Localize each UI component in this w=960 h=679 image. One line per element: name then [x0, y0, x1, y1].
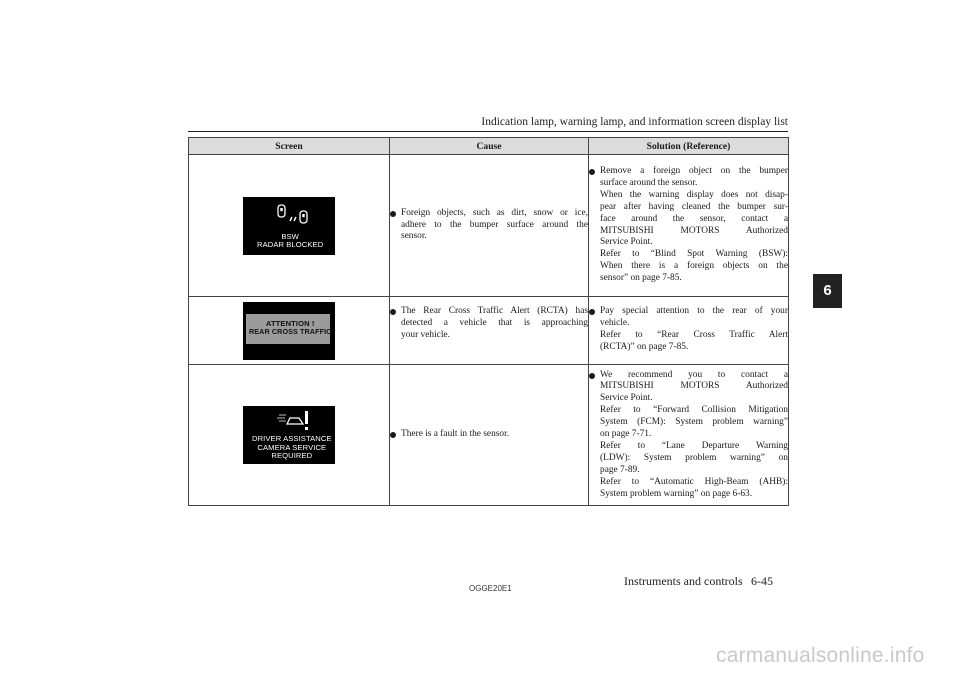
solution-line: page 7-89.: [600, 464, 640, 475]
solution-line: Refer to “Rear Cross Traffic Alert: [600, 329, 788, 340]
solution-line: System (FCM): System problem warning”: [600, 417, 788, 428]
bullet-icon: [589, 373, 595, 379]
solution-line: Refer to “Automatic High-Beam (AHB):: [600, 476, 788, 487]
cause-line: your vehicle.: [401, 329, 450, 340]
driver-assistance-display: [243, 406, 335, 464]
screen-cell: [189, 365, 390, 506]
cause-bullet: [390, 306, 588, 342]
solution-line: (LDW): System problem warning” on: [600, 452, 788, 463]
display-line: CAMERA SERVICE: [257, 442, 327, 452]
screen-cell: [189, 155, 390, 297]
chapter-tab: 6: [813, 274, 842, 308]
display-line: DRIVER ASSISTANCE: [252, 434, 332, 443]
solution-line: on page 7-71.: [600, 429, 652, 440]
cause-line: There is a fault in the sensor.: [401, 429, 510, 440]
rear-cross-traffic-display: [243, 302, 335, 360]
display-line: ATTENTION !: [265, 318, 315, 328]
cause-line: adhere to the bumper surface around the: [401, 219, 588, 230]
solution-line: System problem warning” on page 6-63.: [600, 488, 753, 499]
cause-cell: [390, 297, 589, 365]
solution-line: (RCTA)” on page 7-85.: [600, 341, 689, 352]
cause-cell: [390, 155, 589, 297]
bullet-icon: [589, 169, 595, 175]
solution-line: sensor” on page 7-85.: [600, 273, 682, 284]
header-rule: [188, 131, 788, 132]
table-header-row: [189, 138, 789, 155]
display-line: REQUIRED: [271, 451, 313, 461]
solution-line: Pay special attention to the rear of your: [600, 306, 788, 316]
solution-line: Remove a foreign object on the bumper: [600, 165, 788, 176]
forward-collision-warning-icon: [273, 409, 313, 433]
solution-line: Service Point.: [600, 393, 653, 404]
solution-line: surface around the sensor.: [600, 177, 698, 188]
table-row: [189, 297, 789, 365]
bsw-sensor-icon: [273, 202, 313, 228]
solution-line: pear after having cleaned the bumper sur-: [600, 201, 788, 212]
table-row: [189, 365, 789, 506]
solution-line: Refer to “Forward Collision Mitigation: [600, 405, 788, 416]
watermark: carmanualsonline.info: [716, 644, 925, 667]
solution-line: Refer to “Lane Departure Warning: [600, 440, 788, 451]
display-line: RADAR BLOCKED: [257, 240, 324, 250]
solution-line: Service Point.: [600, 237, 653, 248]
solution-cell: [589, 365, 789, 506]
solution-line: When there is a foreign objects on the: [600, 261, 788, 272]
solution-bullet: [589, 166, 788, 285]
cause-line: sensor.: [401, 231, 427, 242]
bullet-icon: [589, 309, 595, 315]
bsw-radar-blocked-display: [243, 197, 335, 255]
solution-line: We recommend you to contact a: [600, 369, 788, 380]
solution-line: Refer to “Blind Spot Warning (BSW):: [600, 249, 788, 260]
page-number: 6-45: [751, 574, 773, 588]
document-code: OGGE20E1: [469, 584, 512, 593]
cause-line: Foreign objects, such as dirt, snow or ice,: [401, 207, 588, 218]
column-header-cause: Cause: [390, 138, 589, 155]
solution-line: When the warning display does not disap-: [600, 189, 788, 200]
cause-bullet: [390, 208, 588, 244]
solution-line: MITSUBISHI MOTORS Authorized: [600, 381, 788, 392]
solution-line: MITSUBISHI MOTORS Authorized: [600, 225, 788, 236]
solution-line: face around the sensor, contact a: [600, 213, 788, 224]
solution-bullet: [589, 306, 788, 354]
page-header-title: Indication lamp, warning lamp, and information screen display list: [481, 116, 788, 128]
bullet-icon: [390, 211, 396, 217]
solution-bullet: [589, 370, 788, 501]
column-header-solution: Solution (Reference): [589, 138, 789, 155]
solution-cell: [589, 297, 789, 365]
bullet-icon: [390, 309, 396, 315]
cause-cell: [390, 365, 589, 506]
cause-line: The Rear Cross Traffic Alert (RCTA) has: [401, 306, 588, 316]
display-line: BSW: [281, 231, 299, 241]
indicator-table: [188, 137, 789, 506]
footer-section-title: Instruments and controls: [624, 574, 743, 588]
screen-cell: [189, 297, 390, 365]
solution-line: vehicle.: [600, 317, 630, 328]
display-line: REAR CROSS TRAFFIC: [249, 327, 332, 337]
cause-line: detected a vehicle that is approaching: [401, 317, 588, 328]
bullet-icon: [390, 432, 396, 438]
column-header-screen: Screen: [189, 138, 390, 155]
cause-bullet: [390, 429, 588, 441]
table-row: [189, 155, 789, 297]
solution-cell: [589, 155, 789, 297]
